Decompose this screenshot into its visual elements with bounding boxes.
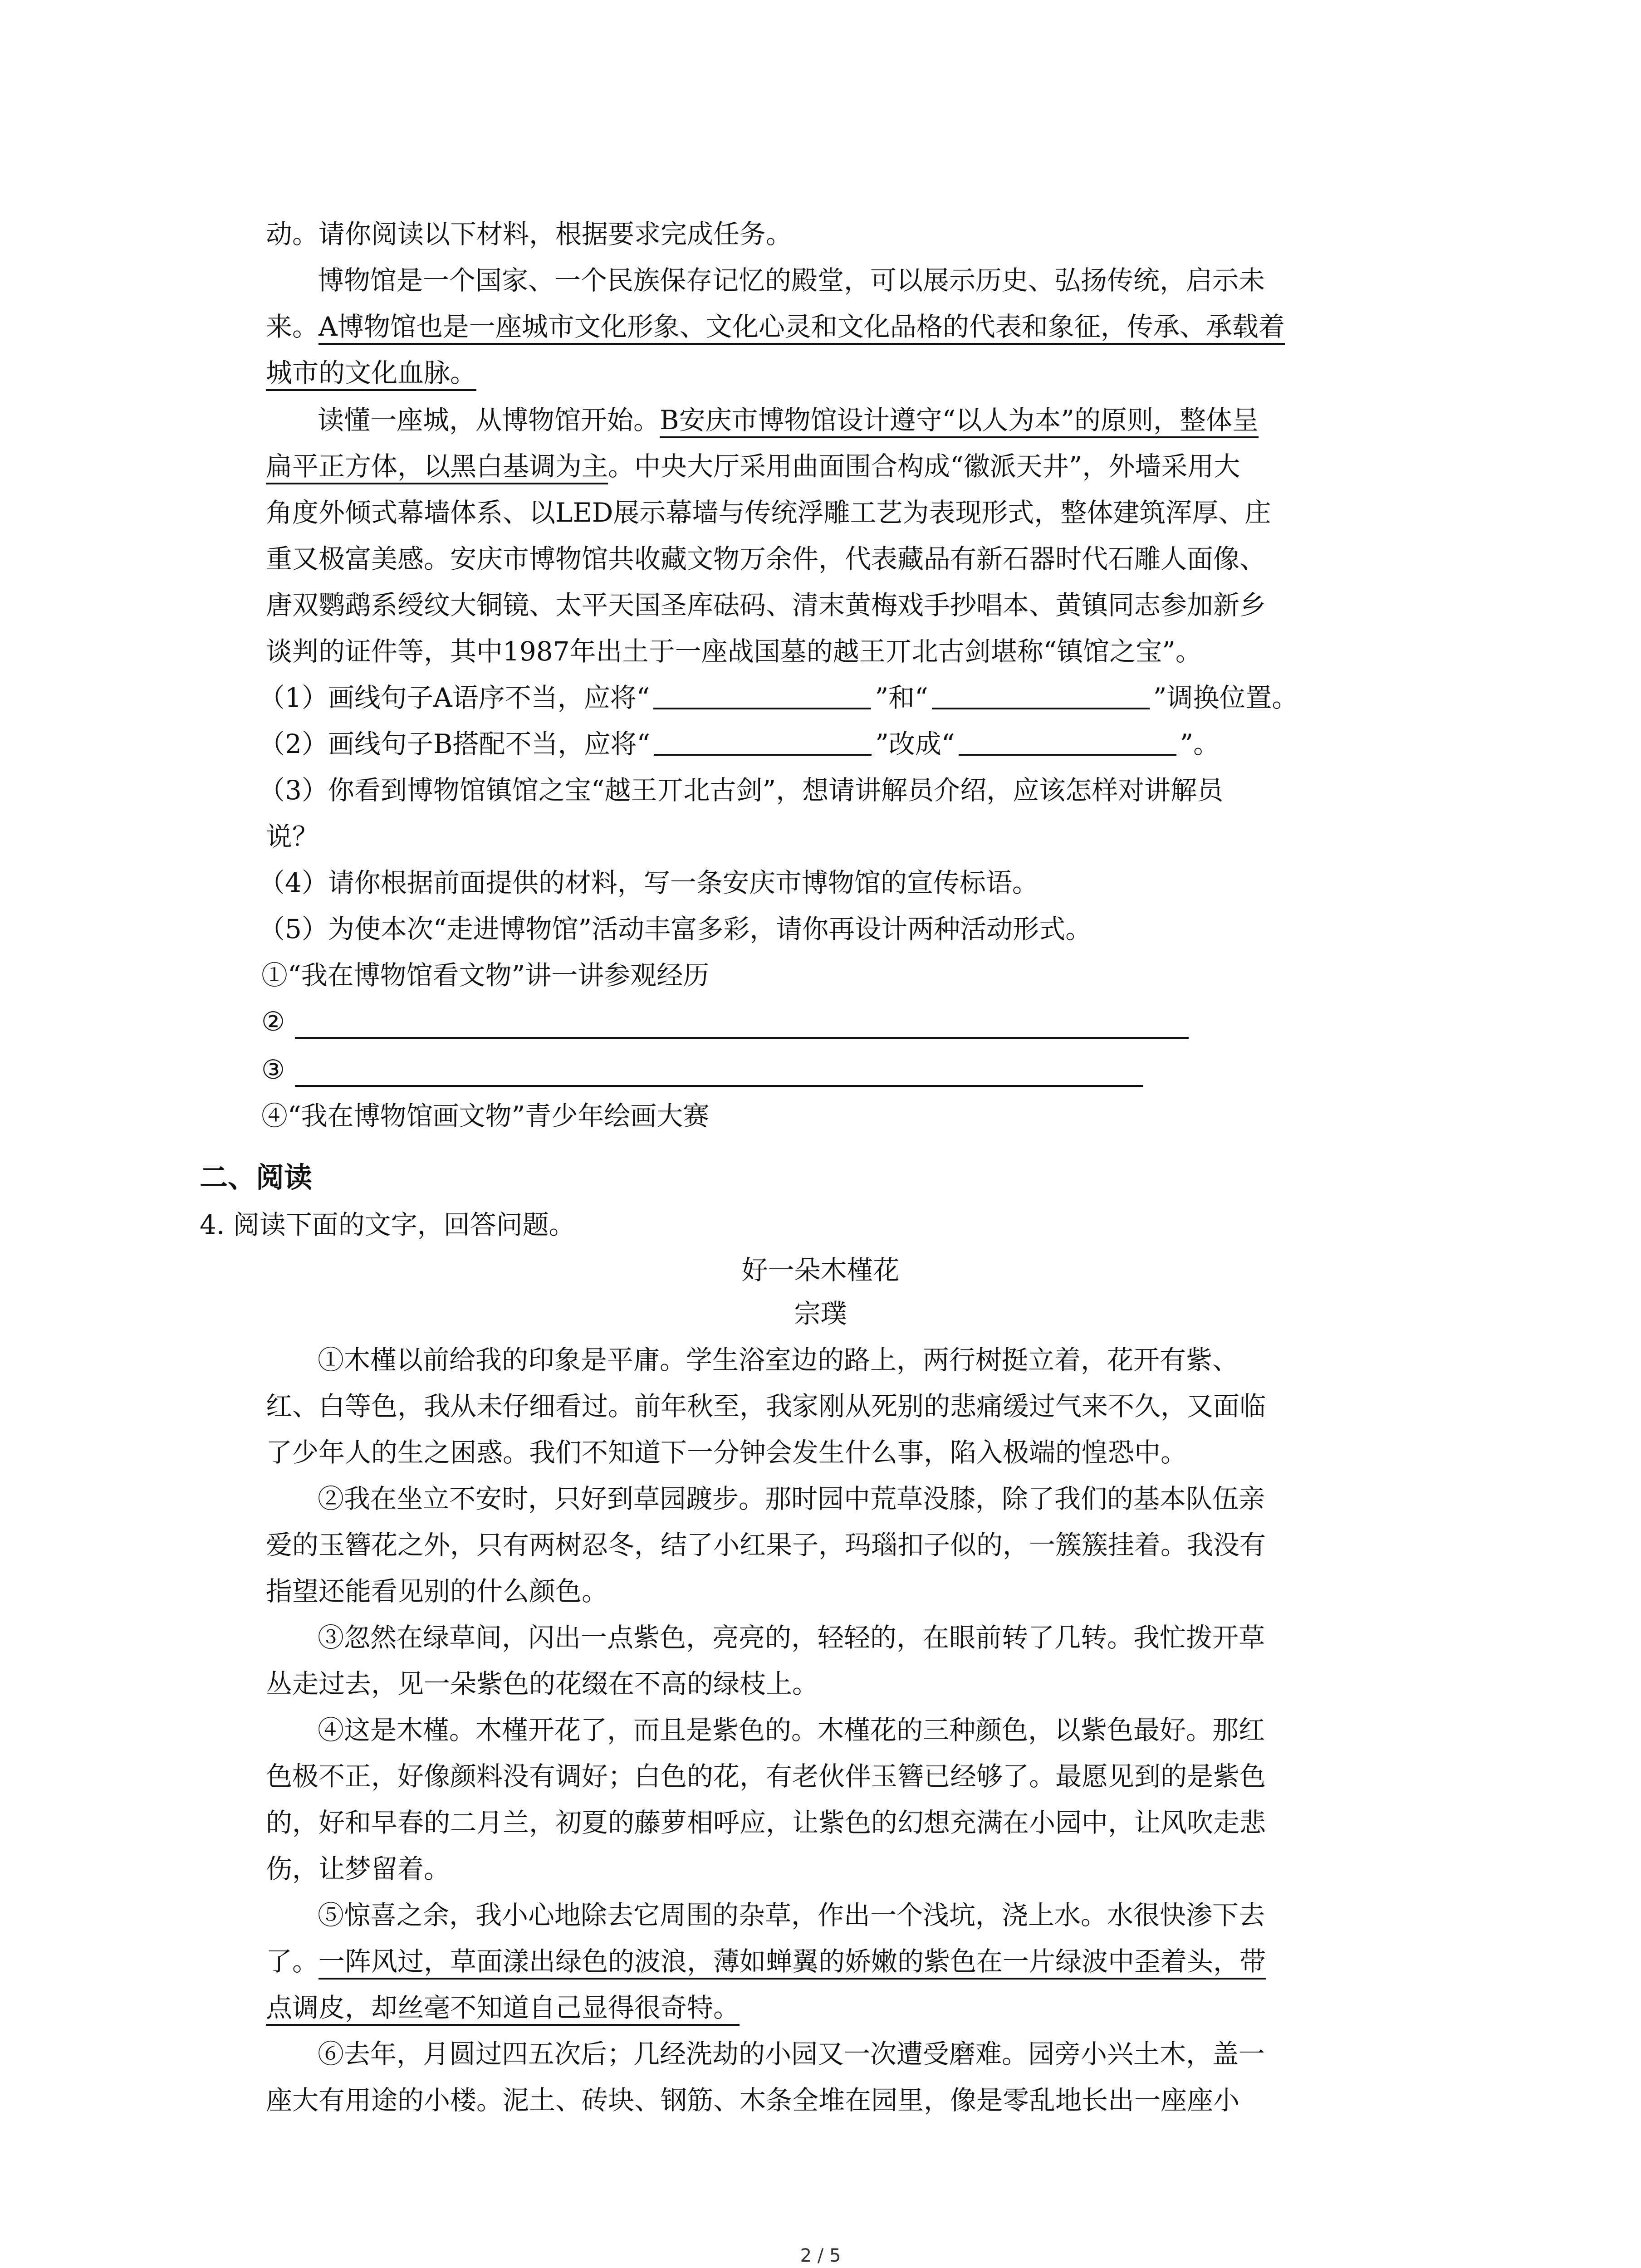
- answer-blank[interactable]: [959, 728, 1176, 756]
- paragraph-line: 爱的玉簪花之外，只有两树忍冬，结了小红果子，玛瑙扣子似的，一簇簇挂着。我没有: [266, 1530, 1266, 1560]
- paragraph-line: 座大有用途的小楼。泥土、砖块、钢筋、木条全堆在园里，像是零乱地长出一座座小: [266, 2085, 1240, 2116]
- question-1: [259, 679, 1298, 716]
- question-4: （4）请你根据前面提供的材料，写一条安庆市博物馆的宣传标语。: [259, 867, 1038, 898]
- paragraph-line: 红、白等色，我从未仔细看过。前年秋至，我家刚从死别的悲痛缓过气来不久，又面临: [266, 1391, 1266, 1422]
- paragraph-line: [266, 1989, 740, 2026]
- text-line: [266, 448, 1240, 484]
- underlined-sentence-b: 扁平正方体，以黑白基调为主: [266, 451, 608, 484]
- text-segment: 来。: [266, 311, 319, 342]
- text-segment: 读懂一座城，从博物馆开始。: [318, 405, 660, 435]
- paragraph-line: 了少年人的生之困惑。我们不知道下一分钟会发生什么事，陷入极端的惶恐中。: [266, 1437, 1187, 1468]
- underlined-sentence-a: 城市的文化血脉。: [266, 357, 476, 391]
- paragraph-line: 指望还能看见别的什么颜色。: [266, 1576, 608, 1607]
- question-2: [259, 726, 1220, 762]
- option-4: ④“我在博物馆画文物”青少年绘画大赛: [261, 1100, 710, 1131]
- question-text: ”和“: [875, 682, 928, 713]
- reading-intro: 4. 阅读下面的文字，回答问题。: [200, 1209, 575, 1240]
- text-line: 重又极富美感。安庆市博物馆共收藏文物万余件，代表藏品有新石器时代石雕人面像、: [266, 543, 1266, 574]
- question-3: （3）你看到博物馆镇馆之宝“越王丌北古剑”，想请讲解员介绍，应该怎样对讲解员: [259, 775, 1224, 806]
- section-heading: 二、阅读: [200, 1161, 313, 1194]
- underlined-sentence: 一阵风过，草面漾出绿色的波浪，薄如蝉翼的娇嫩的紫色在一片绿波中歪着头，带: [318, 1946, 1266, 1980]
- question-text: （1）画线句子A语序不当，应将“: [259, 682, 650, 713]
- text-line: [266, 308, 1285, 345]
- question-5: （5）为使本次“走进博物馆”活动丰富多彩，请你再设计两种活动形式。: [259, 914, 1092, 944]
- text-segment: 。中央大厅采用曲面围合构成“徽派天井”，外墙采用大: [608, 451, 1240, 482]
- option-1: ①“我在博物馆看文物”讲一讲参观经历: [261, 960, 710, 991]
- paragraph-line: 色极不正，好像颜料没有调好；白色的花，有老伙伴玉簪已经够了。最愿见到的是紫色: [266, 1761, 1266, 1792]
- paragraph-line: ⑥去年，月圆过四五次后；几经洗劫的小园又一次遭受磨难。园旁小兴土木，盖一: [318, 2038, 1265, 2069]
- underlined-sentence-b: B安庆市博物馆设计遵守“以人为本”的原则，整体呈: [660, 405, 1259, 438]
- paragraph-line: ④这是木槿。木槿开花了，而且是紫色的。木槿花的三种颜色，以紫色最好。那红: [318, 1715, 1265, 1745]
- option-3: ③: [261, 1054, 285, 1085]
- question-text: ”改成“: [875, 728, 955, 759]
- text-line: 动。请你阅读以下材料，根据要求完成任务。: [266, 219, 793, 249]
- text-line: 谈判的证件等，其中1987年出土于一座战国墓的越王丌北古剑堪称“镇馆之宝”。: [266, 636, 1202, 667]
- article-author: 宗璞: [794, 1298, 847, 1329]
- paragraph-line: [266, 1943, 1266, 1980]
- paragraph-line: 伤，让梦留着。: [266, 1853, 451, 1884]
- question-text: ”调换位置。: [1153, 682, 1298, 713]
- underlined-sentence: 点调皮，却丝毫不知道自己显得很奇特。: [266, 1992, 740, 2026]
- paragraph-line: 丛走过去，见一朵紫色的花缀在不高的绿枝上。: [266, 1668, 819, 1699]
- paragraph-line: ③忽然在绿草间，闪出一点紫色，亮亮的，轻轻的，在眼前转了几转。我忙拨开草: [318, 1622, 1265, 1653]
- text-line: [266, 355, 476, 391]
- question-text: ”。: [1180, 728, 1220, 759]
- answer-blank[interactable]: [654, 728, 872, 756]
- text-line: 唐双鹦鹉系绶纹大铜镜、太平天国圣库砝码、清末黄梅戏手抄唱本、黄镇同志参加新乡: [266, 590, 1266, 621]
- option-2: ②: [261, 1006, 285, 1037]
- text-line: [318, 402, 1259, 438]
- question-text: （2）画线句子B搭配不当，应将“: [259, 728, 651, 759]
- question-3-cont: 说？: [266, 821, 319, 852]
- answer-blank[interactable]: [932, 682, 1150, 709]
- underlined-sentence-a: A博物馆也是一座城市文化形象、文化心灵和文化品格的代表和象征，传承、承载着: [318, 311, 1285, 345]
- answer-line[interactable]: [295, 1085, 1143, 1087]
- text-segment: 了。: [266, 1946, 319, 1977]
- paragraph-line: ②我在坐立不安时，只好到草园踱步。那时园中荒草没膝，除了我们的基本队伍亲: [318, 1483, 1265, 1514]
- article-title: 好一朵木槿花: [741, 1255, 900, 1286]
- text-line: 博物馆是一个国家、一个民族保存记忆的殿堂，可以展示历史、弘扬传统，启示未: [318, 265, 1265, 296]
- answer-blank[interactable]: [653, 682, 871, 709]
- text-line: 角度外倾式幕墙体系、以LED展示幕墙与传统浮雕工艺为表现形式，整体建筑浑厚、庄: [266, 497, 1271, 528]
- paragraph-line: 的，好和早春的二月兰，初夏的藤萝相呼应，让紫色的幻想充满在小园中，让风吹走悲: [266, 1807, 1266, 1838]
- answer-line[interactable]: [295, 1037, 1189, 1039]
- paragraph-line: ①木槿以前给我的印象是平庸。学生浴室边的路上，两行树挺立着，花开有紫、: [318, 1344, 1239, 1375]
- paragraph-line: ⑤惊喜之余，我小心地除去它周围的杂草，作出一个浅坑，浇上水。水很快渗下去: [318, 1900, 1265, 1931]
- page-number: 2 / 5: [800, 2245, 841, 2266]
